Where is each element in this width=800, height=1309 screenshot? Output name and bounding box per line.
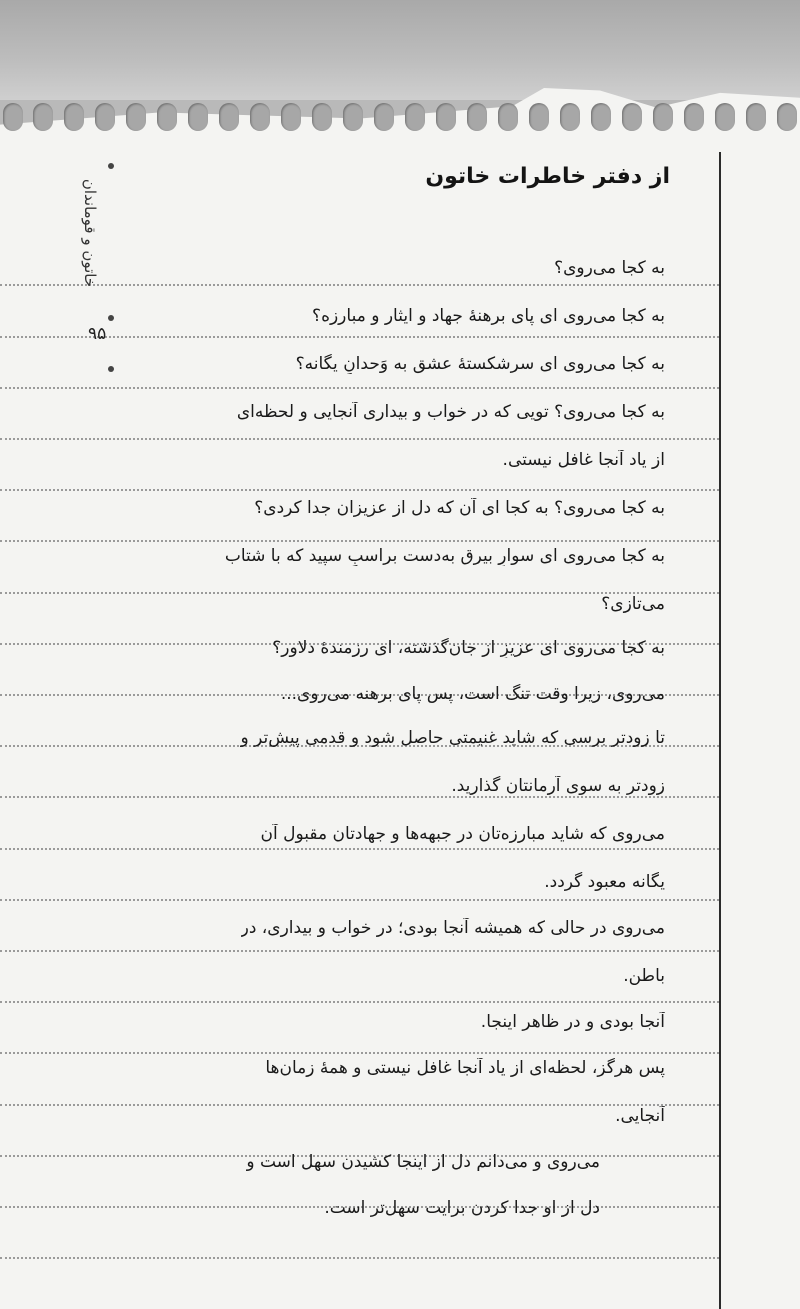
bullet-dot bbox=[108, 366, 114, 372]
binder-hole bbox=[95, 103, 115, 131]
ruled-line bbox=[0, 1104, 719, 1106]
text-line: به کجا می‌روی؟ تویی که در خواب و بیداری آنجایی و لحظه‌ای bbox=[236, 402, 665, 422]
ruled-line bbox=[0, 848, 719, 850]
ruled-line bbox=[0, 950, 719, 952]
ruled-line bbox=[0, 1001, 719, 1003]
text-line: از یاد آنجا غافل نیستی. bbox=[502, 450, 665, 470]
text-line: می‌روی در حالی که همیشه آنجا بودی؛ در خواب و بیداری، در bbox=[240, 918, 665, 938]
binder-hole bbox=[157, 103, 177, 131]
ruled-line bbox=[0, 489, 719, 491]
binder-hole bbox=[3, 103, 23, 131]
ruled-line bbox=[0, 284, 719, 286]
running-head: خاتون و قوماندان bbox=[81, 178, 99, 288]
binder-hole bbox=[436, 103, 456, 131]
binder-hole bbox=[312, 103, 332, 131]
binder-hole bbox=[467, 103, 487, 131]
binder-hole bbox=[250, 103, 270, 131]
text-line: به کجا می‌روی ای عزیزِ از جان‌گذشته، ای رزمندهٔ دلاور؟ bbox=[272, 638, 665, 658]
text-line: یگانه معبود گردد. bbox=[544, 872, 665, 892]
margin-line bbox=[719, 152, 721, 1309]
page-number: ۹۵ bbox=[88, 324, 107, 344]
binder-hole bbox=[219, 103, 239, 131]
binder-hole bbox=[653, 103, 673, 131]
binder-hole bbox=[33, 103, 53, 131]
text-line: می‌روی، زیرا وقت تنگ است، پس پای برهنه می‌روی... bbox=[280, 684, 665, 704]
bullet-dot bbox=[108, 315, 114, 321]
text-line: دل از او جدا کردن برایت سهل‌تر است. bbox=[324, 1198, 600, 1218]
binder-hole bbox=[405, 103, 425, 131]
ruled-line bbox=[0, 438, 719, 440]
text-line: به کجا می‌روی؟ به کجا ای آن که دل از عزیزان جدا کردی؟ bbox=[254, 498, 665, 518]
text-line: آنجایی. bbox=[615, 1106, 665, 1126]
binder-hole bbox=[591, 103, 611, 131]
ruled-line bbox=[0, 1257, 719, 1259]
text-line: به کجا می‌روی؟ bbox=[554, 258, 665, 278]
text-line: آنجا بودی و در ظاهر اینجا. bbox=[480, 1012, 665, 1032]
binder-hole bbox=[777, 103, 797, 131]
background-strip bbox=[0, 0, 800, 100]
binder-hole bbox=[746, 103, 766, 131]
ruled-line bbox=[0, 1052, 719, 1054]
ruled-line bbox=[0, 540, 719, 542]
binder-hole bbox=[281, 103, 301, 131]
text-line: می‌روی و می‌دانم دل از اینجا کشیدن سهل است و bbox=[246, 1152, 600, 1172]
binder-hole bbox=[343, 103, 363, 131]
text-line: باطن. bbox=[623, 966, 665, 986]
page-title: از دفتر خاطرات خاتون bbox=[425, 164, 670, 189]
binder-hole bbox=[188, 103, 208, 131]
text-line: می‌تازی؟ bbox=[601, 594, 665, 614]
ruled-line bbox=[0, 899, 719, 901]
text-line: به کجا می‌روی ای سرشکستهٔ عشق به وَحدانِ یگانه؟ bbox=[295, 354, 665, 374]
binder-hole bbox=[622, 103, 642, 131]
binder-holes bbox=[0, 103, 800, 143]
text-line: به کجا می‌روی ای سوارِ بیرق به‌دست براسبِ سپید که با شتاب bbox=[224, 546, 665, 566]
binder-hole bbox=[715, 103, 735, 131]
binder-hole bbox=[529, 103, 549, 131]
ruled-line bbox=[0, 336, 719, 338]
bullet-dot bbox=[108, 163, 114, 169]
ruled-line bbox=[0, 387, 719, 389]
text-line: می‌روی که شاید مبارزه‌تان در جبهه‌ها و جهادتان مقبول آن bbox=[260, 824, 665, 844]
binder-hole bbox=[560, 103, 580, 131]
binder-hole bbox=[684, 103, 704, 131]
ruled-line bbox=[0, 796, 719, 798]
text-line: پس هرگز، لحظه‌ای از یاد آنجا غافل نیستی و همهٔ زمان‌ها bbox=[265, 1058, 665, 1078]
binder-hole bbox=[64, 103, 84, 131]
binder-hole bbox=[498, 103, 518, 131]
binder-hole bbox=[374, 103, 394, 131]
text-line: زودتر به سوی آرمانتان گذارید. bbox=[451, 776, 665, 796]
text-line: به کجا می‌روی ای پای برهنهٔ جهاد و ایثار و مبارزه؟ bbox=[312, 306, 665, 326]
binder-hole bbox=[126, 103, 146, 131]
text-line: تا زودتر برسی که شاید غنیمتی حاصل شود و قدمی پیش‌تر و bbox=[240, 728, 665, 748]
